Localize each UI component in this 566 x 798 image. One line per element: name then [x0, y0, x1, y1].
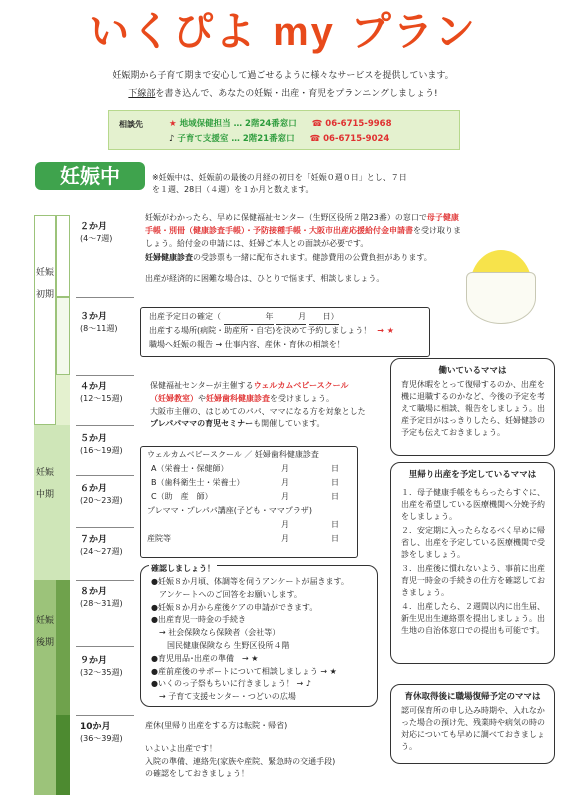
side-item: ４．出産したら、２週間以内に出生届、新生児出生連絡票を提出しましょう。出生地の自治体窓口での提出も可能です。	[401, 602, 545, 635]
hospital-row: 出産する場所(病院・助産所・自宅)を決めて予約しましょう！ → ★	[149, 326, 394, 335]
timeline-seg	[56, 215, 70, 297]
month-3: ３か月 (8〜11週)	[80, 312, 118, 333]
checklist-item: ●妊娠８か月頃、体調等を伺うアンケートが届きます。	[151, 577, 349, 586]
checklist-item: ●妊娠８か月から産後ケアの申請ができます。	[151, 602, 318, 612]
divider	[76, 297, 134, 298]
timeline-seg	[56, 297, 70, 375]
due-month-field[interactable]: 月	[276, 311, 306, 325]
side-text: 育児休暇をとって復帰するのか、出産を機に退職するのかなど、今後の予定を考えて職場に相談、報告をしましょう。出産予定日がはっきりしたら、妊婦健診の予定も伝えておきましょう。	[401, 380, 545, 437]
due-date-row: 出産予定日の確定（ 年 月 日）	[149, 311, 339, 325]
month-8: ８か月 (28〜31週)	[80, 587, 123, 608]
side-title: 働いているママは	[438, 366, 507, 376]
month2-content: 妊娠がわかったら、早めに保健福祉センター（生野区役所２階23番）の窓口で母子健康手帳・別冊（健康診査手帳）・予防接種手帳・大阪市出産応援給付金申請書を受け取りましょう。給付金の申請には、妊婦ご本人との面談が必要です。 妊婦健康診査の受診票も一緒に配布されます。健診費用の公費負担があります。 出産が経済的に困難な場合は、ひとりで悩まず、相談しましょう。	[145, 213, 461, 284]
contact-box	[108, 110, 460, 150]
side-item: ２．安定期に入ったらなるべく早めに帰省し、出産を予定している医療機関で受診をしましょう。	[401, 526, 545, 559]
month3-box	[140, 307, 430, 357]
schedule-row-b: B（歯科衛生士・栄養士） 月 日	[151, 478, 339, 487]
due-year-field[interactable]: 年	[224, 311, 274, 325]
period-bar-early	[34, 215, 56, 425]
side-text: 認可保育所の申し込み時期や、入れなかった場合の預け先、残業時や病気の時の対応についても早めに調べておきましょう。	[401, 706, 545, 751]
section-badge: 妊娠中	[35, 162, 145, 190]
month-2: ２か月 (4〜7週)	[80, 222, 113, 243]
month-9: ９か月 (32〜35週)	[80, 656, 123, 677]
checklist-item: アンケートへのご回答をお願いします。	[151, 589, 302, 599]
contact-tel[interactable]: ☎ 06-6715-9024	[309, 134, 390, 144]
divider	[76, 375, 134, 376]
prepapa-label: プレママ・プレパパ講座(子ども・ママプラザ)	[147, 506, 313, 515]
period-label-late: 妊娠後期	[35, 616, 54, 648]
contact-row-health	[169, 118, 392, 130]
checklist-item: → 社会保険なら保険者（会社等）	[151, 628, 281, 638]
due-day-field[interactable]: 日）	[309, 311, 339, 325]
title-plan: プラン	[350, 9, 477, 55]
timeline-seg	[56, 375, 70, 425]
page-title	[0, 8, 566, 56]
side-title: 育休取得後に職場復帰予定のママは	[404, 692, 541, 702]
checklist-item: ●出産育児一時金の手続き	[151, 615, 246, 625]
divider	[76, 715, 134, 716]
divider	[76, 425, 134, 426]
period-label-early: 妊娠初期	[35, 268, 54, 300]
checklist-item: ●育児用品･出産の準備 → ★	[151, 653, 259, 663]
checklist-item: ●いくのっ子祭もちいに行きましょう！ → ♪	[151, 679, 311, 689]
checklist-heading: 確認しましょう！	[149, 563, 217, 576]
checklist-box	[140, 565, 378, 707]
eggshell-icon	[466, 272, 536, 324]
contact-name: 地域保健担当	[179, 119, 231, 129]
checklist-item: 国民健康保険なら 生野区役所４階	[151, 640, 290, 650]
schedule-row-c: C（助 産 師） 月 日	[151, 492, 339, 501]
checklist-item: → 子育て支援センター・つどいの広場	[151, 692, 296, 702]
timeline-seg	[56, 715, 70, 795]
month-7: ７か月 (24〜27週)	[80, 535, 123, 556]
contact-floor: … 2階21番窓口	[231, 134, 295, 144]
checklist-item: ●産前産後のサポートについて相談しましょう → ★	[151, 666, 337, 676]
contact-name: 子育て支援室	[177, 134, 229, 144]
divider	[76, 580, 134, 581]
timeline-seg	[56, 425, 70, 580]
divider	[76, 646, 134, 647]
side-item: １．母子健康手帳をもらったらすぐに、出産を希望している医療機関へ分娩予約をしましょう。	[401, 488, 545, 521]
contact-tel[interactable]: ☎ 06-6715-9968	[311, 119, 392, 129]
counting-note: ※妊娠中は、妊娠前の最後の月経の初日を「妊娠０週０日」とし、７日を１週、28日（４週）を１か月と数えます。	[152, 173, 407, 194]
period-label-mid: 妊娠中期	[35, 468, 54, 500]
side-list	[401, 487, 549, 637]
music-note-icon: ♪	[169, 134, 175, 144]
subtitle-underline-word: 下線部	[128, 89, 156, 99]
schedule-row-a: A（栄養士・保健師） 月 日	[151, 464, 339, 473]
work-row: 職場へ妊娠の報告 → 仕事内容、産休・育休の相談を！	[149, 340, 345, 349]
month-4: ４か月 (12〜15週)	[80, 382, 123, 403]
side-box-working	[390, 358, 555, 456]
checklist-list	[151, 576, 375, 704]
month-10: 10か月 (36〜39週)	[80, 722, 123, 743]
subtitle-2-rest: を書き込んで、あなたの妊娠・出産・育児をプランニングしましょう!	[155, 89, 438, 99]
title-main: いくぴよ	[89, 9, 258, 55]
timeline-seg	[56, 580, 70, 715]
contact-row-childcare	[169, 133, 389, 145]
star-icon: ★	[169, 119, 177, 129]
schedule-heading: ウェルカムベビースクール ／ 妊婦歯科健康診査	[147, 450, 319, 459]
schedule-box: ウェルカムベビースクール ／ 妊婦歯科健康診査 A（栄養士・保健師） 月 日 B（歯科衛生士・栄養士） 月 日 C（助 産 師） 月 日 プレママ・プレパパ講座(子ども・ママプラザ) 月 日 産院等 月 日	[140, 446, 358, 558]
side-box-ikukyu	[390, 684, 555, 764]
subtitle-2	[0, 88, 566, 101]
month10-content: 産休(里帰り出産をする方は転院・帰省) いよいよ出産です！ 入院の準備、連絡先(家族や産院、緊急時の交通手段) の確認をしておきましょう！	[145, 721, 336, 779]
divider	[76, 527, 134, 528]
side-item: ３．出産後に慣れないよう、事前に出産育児一時金の手続きの仕方を確認しておきましょう。	[401, 564, 545, 597]
contact-label: 相談先	[119, 120, 143, 129]
contact-floor: … 2階24番窓口	[233, 119, 297, 129]
month4-content: 保健福祉センターが主催するウェルカムベビースクール （妊婦教室）や妊婦歯科健康診査を受けましょう。 大阪市主催の、はじめてのパパ、ママになる方を対象とした プレパパママの育児セミナーも開催しています。	[150, 381, 366, 429]
month-5: ５か月 (16〜19週)	[80, 434, 123, 455]
side-box-satogaeri	[390, 462, 555, 664]
hospital-date: 産院等 月 日	[147, 534, 339, 543]
side-title: 里帰り出産を予定しているママは	[408, 470, 537, 480]
title-my: my	[273, 10, 335, 54]
subtitle-1: 妊娠期から子育て期まで安心して過ごせるように様々なサービスを提供しています。	[112, 71, 454, 81]
divider	[76, 475, 134, 476]
month-6: ６か月 (20〜23週)	[80, 484, 123, 505]
